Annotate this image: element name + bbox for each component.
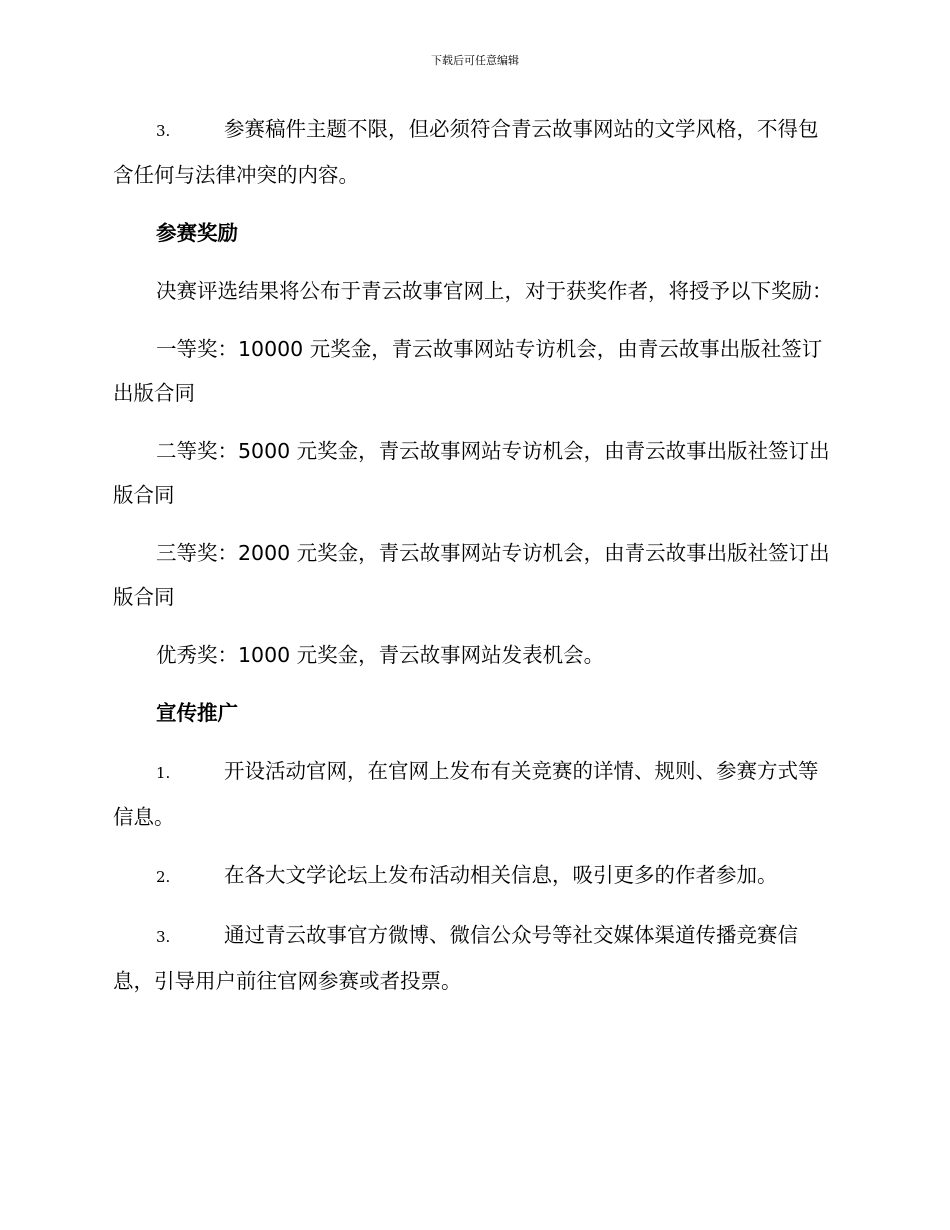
promotion-item-3-text: 通过青云故事官方微博、微信公众号等社交媒体渠道传播竞赛信息，引导用户前往官网参赛或者投票。 [113,923,798,993]
rule-item-3-number: 3. [156,122,171,140]
award-excellence-prize: 优秀奖：1000 元奖金，青云故事网站发表机会。 [156,643,605,667]
rule-item-3 [113,107,835,197]
promotion-item-1 [113,749,835,839]
promotion-item-2 [113,853,835,899]
promotion-item-3 [113,913,835,1003]
awards-intro: 决赛评选结果将公布于青云故事官网上，对于获奖作者，将授予以下奖励： [156,279,833,303]
promotion-heading: 宣传推广 [156,701,238,725]
promotion-item-3-number: 3. [156,928,171,946]
promotion-item-2-text: 在各大文学论坛上发布活动相关信息，吸引更多的作者参加。 [224,863,778,887]
promotion-item-1-number: 1. [156,764,171,782]
award-third-prize: 三等奖：2000 元奖金，青云故事网站专访机会，由青云故事出版社签订出版合同 [113,541,830,609]
page-header: 下载后可任意编辑 [431,54,519,67]
promotion-item-2-number: 2. [156,868,171,886]
awards-heading: 参赛奖励 [156,221,238,245]
rule-item-3-text: 参赛稿件主题不限，但必须符合青云故事网站的文学风格，不得包含任何与法律冲突的内容。 [113,117,819,187]
award-second-prize: 二等奖：5000 元奖金，青云故事网站专访机会，由青云故事出版社签订出版合同 [113,439,830,507]
document-body [113,107,835,1017]
award-first-prize: 一等奖：10000 元奖金，青云故事网站专访机会，由青云故事出版社签订出版合同 [113,337,823,405]
promotion-item-1-text: 开设活动官网，在官网上发布有关竞赛的详情、规则、参赛方式等信息。 [113,759,819,829]
